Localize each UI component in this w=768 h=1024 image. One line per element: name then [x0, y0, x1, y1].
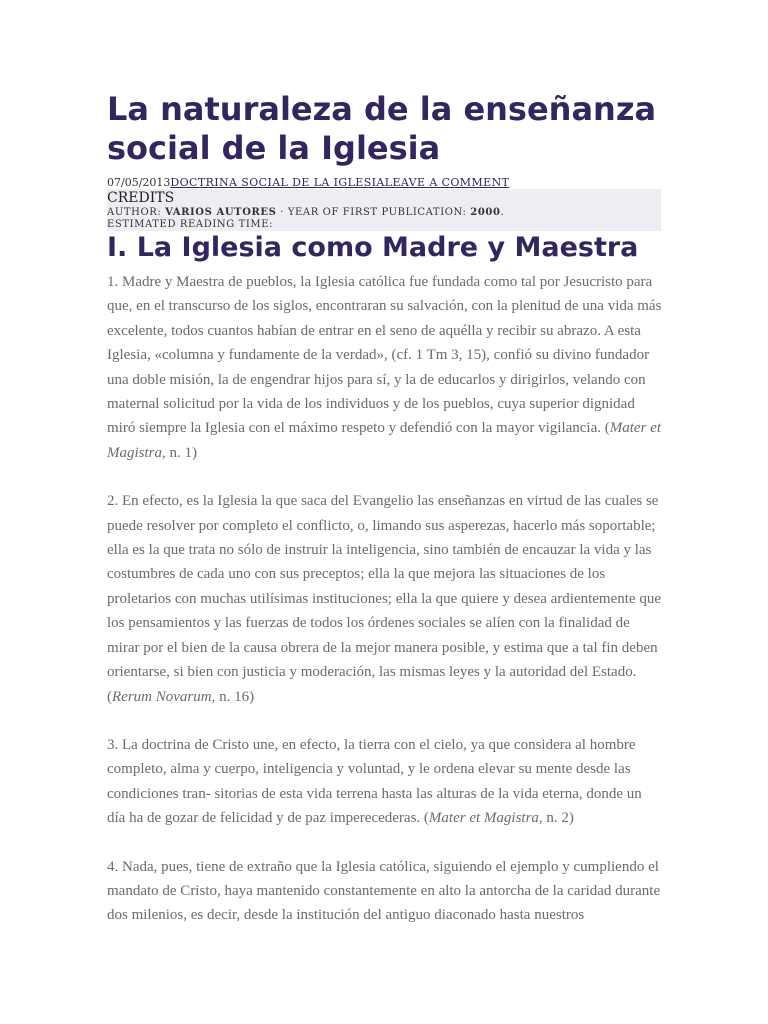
- leave-comment-link[interactable]: LEAVE A COMMENT: [384, 176, 510, 189]
- credits-heading: CREDITS: [107, 190, 175, 206]
- citation-source: Mater et Magistra: [428, 810, 539, 827]
- paragraph-4: 4. Nada, pues, tiene de extraño que la Iglesia católica, siguiendo el ejemplo y cumpliendo el mandato de Cristo, haya mantenido constantemente en alto la antorcha de la caridad durante dos milenios, es decir, desde la institución del antiguo diaconado hasta nuestros: [107, 858, 661, 924]
- credits-separator: ·: [276, 207, 288, 218]
- publication-year: 2000: [470, 207, 501, 218]
- year-end: .: [500, 207, 505, 218]
- section-heading: I. La Iglesia como Madre y Maestra: [107, 232, 639, 263]
- credits-author-line: [107, 207, 504, 219]
- post-date: 07/05/2013: [107, 176, 171, 189]
- category-link[interactable]: DOCTRINA SOCIAL DE LA IGLESIA: [170, 176, 385, 189]
- citation-source: Rerum Novarum: [112, 688, 212, 705]
- year-label: YEAR OF FIRST PUBLICATION:: [287, 207, 471, 218]
- author-name: VARIOS AUTORES: [165, 207, 277, 218]
- citation-source: Mater et Magistra: [107, 420, 661, 461]
- article-title: La naturaleza de la enseñanza social de la Iglesia: [107, 90, 657, 167]
- paragraph-1: 1. Madre y Maestra de pueblos, la Iglesia católica fue fundada como tal por Jesucristo para que, en el transcurso de los siglos, encontraran su salvación, con la plenitud de una vida más excelente, todos cuantos habían de entrar en el seno de aquélla y recibir su abrazo. A esta Iglesia, «columna y fundamente de la verdad», (cf. 1 Tm 3, 15), confió su divino fundador una doble misión, la de engendrar hijos para sí, y la de educarlos y dirigirlos, velando con maternal solicitud por la vida de los individuos y de los pueblos, cuya superior dignidad miró siempre la Iglesia con el máximo respeto y defendió con la mayor vigilancia. (Mater et Magistra, n. 1): [107, 274, 662, 461]
- credits-box: [107, 189, 661, 231]
- author-label: AUTHOR:: [107, 207, 166, 218]
- article-body: [107, 270, 663, 952]
- reading-time-label: ESTIMATED READING TIME:: [107, 219, 274, 230]
- paragraph-2: 2. En efecto, es la Iglesia la que saca del Evangelio las enseñanzas en virtud de las cuales se puede resolver por completo el conflicto, o, limando sus asperezas, hacerlo más soportable; ella es la que trata no sólo de instruir la inteligencia, sino también de encauzar la vida y las costumbres de cada uno con sus preceptos; ella la que mejora las situaciones de los proletarios con muchas utilísimas instituciones; ella la que quiere y desea ardientemente que los pensamientos y las fuerzas de todos los órdenes sociales se alíen con la finalidad de mirar por el bien de la causa obrera de la mejor manera posible, y estima que a tal fin deben orientarse, si bien con justicia y moderación, las mismas leyes y la autoridad del Estado. (Rerum Novarum, n. 16): [107, 493, 661, 705]
- post-meta: [107, 176, 667, 189]
- paragraph-3: 3. La doctrina de Cristo une, en efecto, la tierra con el cielo, ya que considera al hombre completo, alma y cuerpo, inteligencia y voluntad, y le ordena elevar su mente desde las condiciones tran- sitorias de esta vida terrena hasta las alturas de la vida eterna, donde un día ha de gozar de felicidad y de paz imperecederas. (Mater et Magistra, n. 2): [107, 736, 642, 827]
